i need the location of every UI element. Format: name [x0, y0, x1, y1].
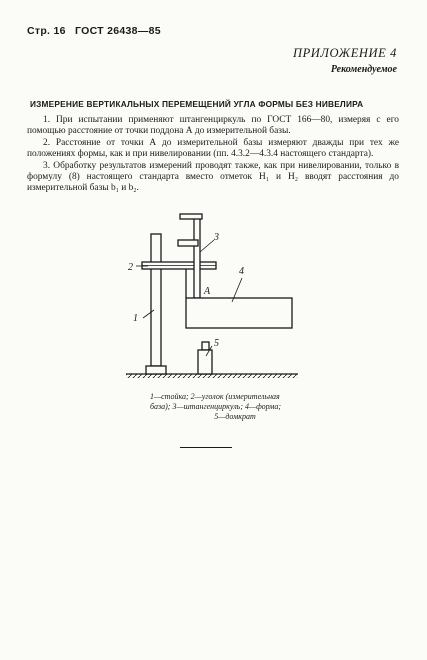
paragraph-3: 3. Обработку результатов измерений проводят также, как при нивелировании, только в формулу (8) настоящего стандарта вместо отметок H₁ и H₂ вводят расстояния до измерительной базы b₁ и b₂.	[27, 160, 399, 194]
appendix-subtitle: Рекомендуемое	[330, 64, 397, 75]
appendix-title: ПРИЛОЖЕНИЕ 4	[292, 46, 397, 60]
caption-line-2: база); 3—штангенциркуль; 4—форма;	[150, 402, 282, 411]
caption-line-3: 5—домкрат	[214, 412, 256, 421]
label-point-a: A	[204, 286, 211, 297]
label-1: 1	[133, 313, 138, 324]
jack-body	[198, 350, 212, 374]
paragraph-1: 1. При испытании применяют штангенциркуль по ГОСТ 166—80, измеряя с его помощью расстояние от точки поддона А до измерительной базы.	[27, 115, 399, 137]
label-4: 4	[239, 266, 244, 277]
section-title: ИЗМЕРЕНИЕ ВЕРТИКАЛЬНЫХ ПЕРЕМЕЩЕНИЙ УГЛА ФОРМЫ БЕЗ НИВЕЛИРА	[30, 99, 364, 109]
caliper-rod	[194, 216, 200, 298]
paragraph-2: 2. Расстояние от точки А до измерительной базы измеряют дважды при тех же положениях формы, как и при нивелировании (пп. 4.3.2—4.3.4 настоящего стандарта).	[27, 137, 399, 160]
label-5: 5	[214, 338, 219, 349]
jack-top	[202, 342, 209, 350]
figure-caption	[150, 392, 320, 422]
end-rule	[180, 447, 232, 448]
measurement-diagram	[120, 206, 310, 386]
caliper-jaw-top	[180, 214, 202, 219]
appendix-heading	[293, 46, 397, 75]
stand-base	[146, 366, 166, 374]
standard-code: ГОСТ 26438—85	[74, 25, 161, 37]
label-2: 2	[128, 262, 133, 273]
page-number: Стр. 16	[27, 25, 66, 37]
caliper-slider	[178, 240, 198, 246]
body-text	[27, 115, 399, 195]
stand	[151, 234, 161, 366]
caption-line-1: 1—стойка; 2—уголок (измерительная	[150, 392, 280, 401]
form-beam	[186, 298, 292, 328]
page-header	[27, 25, 167, 37]
label-3: 3	[214, 232, 219, 243]
